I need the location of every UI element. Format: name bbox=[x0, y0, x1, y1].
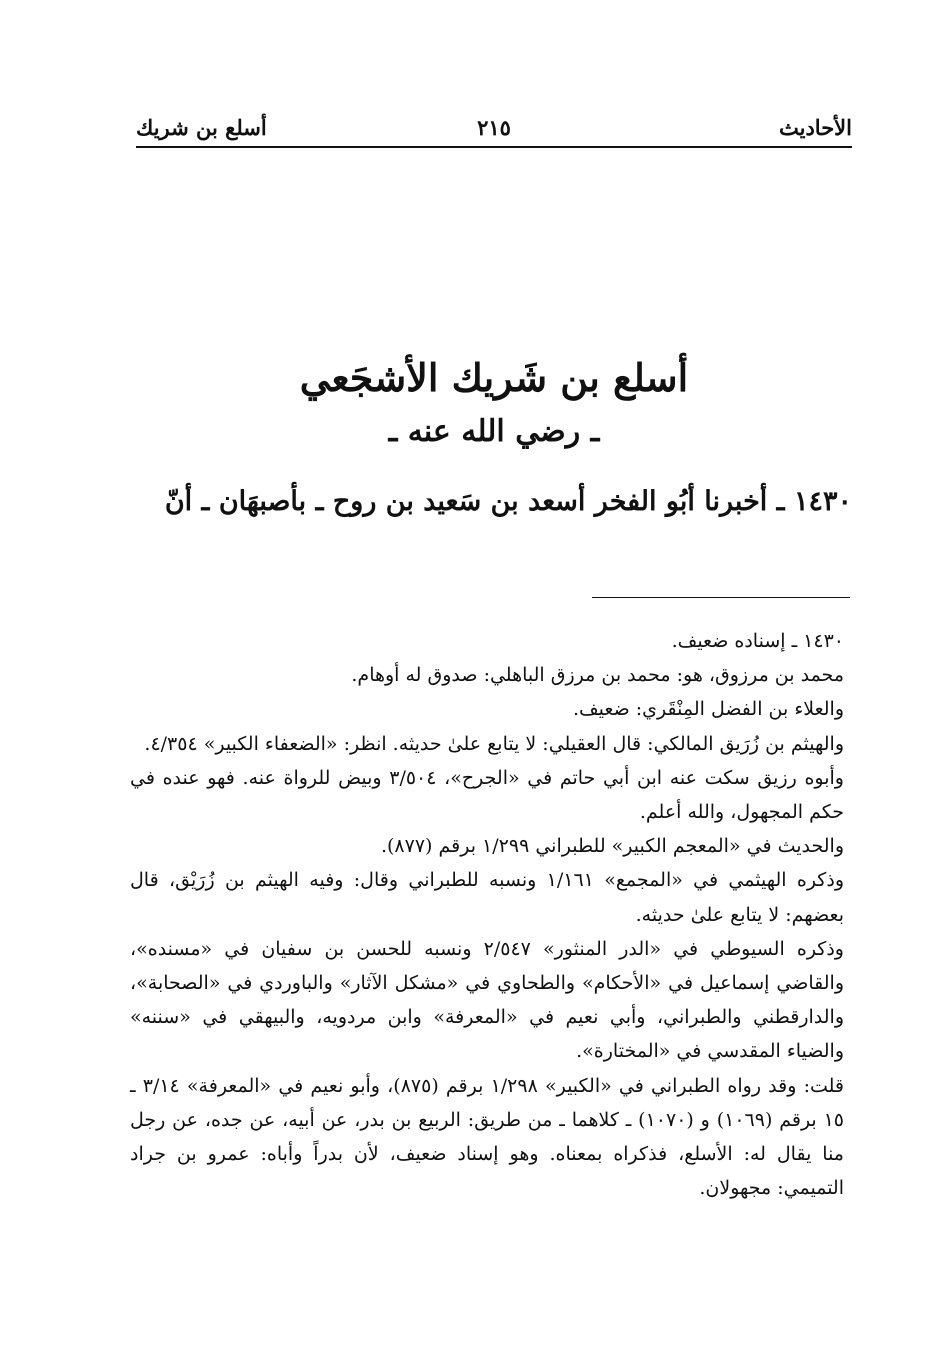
chapter-title: الأحاديث bbox=[778, 115, 852, 140]
footnote-paragraph: محمد بن مرزوق، هو: محمد بن مرزق الباهلي: صدوق له أوهام. bbox=[351, 664, 844, 687]
footnote-paragraph: والحديث في «المعجم الكبير» للطبراني ١/٢٩٩ برقم (٨٧٧). bbox=[380, 835, 844, 858]
footnotes bbox=[130, 624, 844, 1205]
hadith-text: ١٤٣٠ ـ أخبرنا أبُو الفخر أسعد بن سَعيد بن روح ـ بأصبهَان ـ أنّ bbox=[164, 486, 852, 517]
section-title: أسلع بن شريك bbox=[136, 115, 267, 140]
footnote-paragraph: وأبوه رزيق سكت عنه ابن أبي حاتم في «الجرح»، ٣/٥٠٤ وبيض للرواة عنه. فهو عنده في حكم المجهول، والله أعلم. bbox=[130, 766, 844, 824]
footnote-heading: ١٤٣٠ ـ إسناده ضعيف. bbox=[671, 630, 844, 652]
footnote-paragraph: والعلاء بن الفضل المِنْقَري: ضعيف. bbox=[572, 698, 844, 721]
footnote-paragraph: والهيثم بن زُرَيق المالكي: قال العقيلي: لا يتابع علىٰ حديثه. انظر: «الضعفاء الكبير» ٤/٣٥٤. bbox=[144, 732, 844, 755]
page-number: ٢١٥ bbox=[477, 115, 511, 140]
footnote-paragraph: وذكره السيوطي في «الدر المنثور» ٢/٥٤٧ ونسبه للحسن بن سفيان في «مسنده»، والقاضي إسماعيل في «الأحكام» والطحاوي في «مشكل الآثار» والباوردي في «الصحابة»، والدارقطني والطبراني، وأبي نعيم في «المعرفة» وابن مردويه، والبيهقي في «سننه» والضياء المقدسي في «المختارة». bbox=[130, 937, 844, 1063]
companion-honorific: ـ رضي الله عنه ـ bbox=[388, 414, 600, 449]
footnote-paragraph: قلت: وقد رواه الطبراني في «الكبير» ١/٢٩٨ برقم (٨٧٥)، وأبو نعيم في «المعرفة» ٣/١٤ ـ ١٥ برقم (١٠٦٩) و (١٠٧٠) ـ كلاهما ـ من طريق: الربيع بن بدر، عن أبيه، عن جده، عن رجل منا يقال له: الأسلع، فذكراه بمعناه. وهو إسناد ضعيف، لأن بدراً وأباه: عمرو بن جراد التميمي: مجهولان. bbox=[130, 1074, 844, 1200]
header-divider bbox=[136, 146, 852, 148]
footnote-paragraph: وذكره الهيثمي في «المجمع» ١/١٦١ ونسبه للطبراني وقال: وفيه الهيثم بن زُرَيْق، قال بعضهم: لا يتابع علىٰ حديثه. bbox=[130, 869, 844, 926]
companion-name-heading: أسلع بن شَريك الأشجَعي bbox=[299, 355, 689, 400]
running-header bbox=[136, 110, 852, 146]
footnote-divider bbox=[592, 597, 850, 598]
